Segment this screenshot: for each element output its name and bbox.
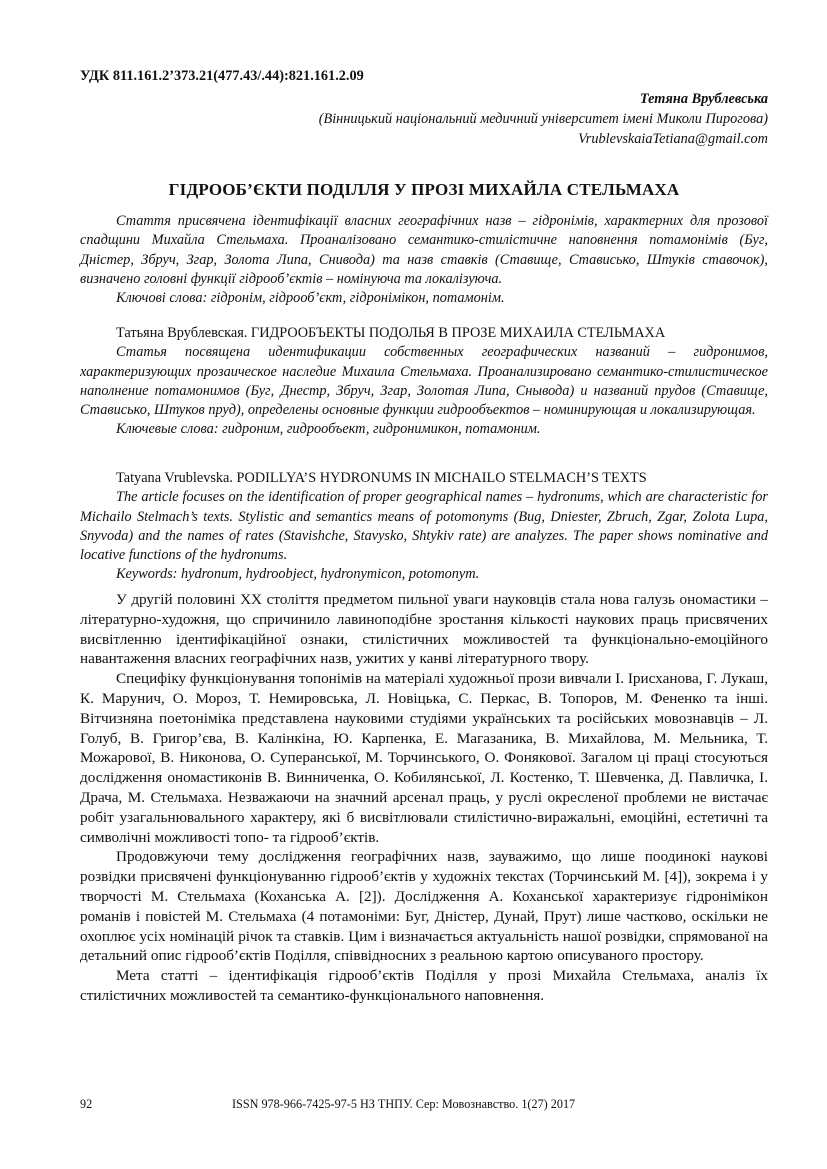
journal-issn: ISSN 978-966-7425-97-5 НЗ ТНПУ. Сер: Мовознавство. 1(27) 2017 <box>232 1097 576 1111</box>
article-body <box>80 590 768 1006</box>
udc-code: УДК 811.161.2’373.21(477.43/.44):821.161.2.09 <box>80 68 364 84</box>
author-email: VrublevskaiaTetiana@gmail.com <box>578 131 768 147</box>
abstract-uk-text: Стаття присвячена ідентифікації власних географічних назв – гідронімів, характерних для прозової спадщини Михайла Стельмаха. Проаналізовано семантико-стилістичне наповнення потамонімів (Буг, Дністер, Збруч, Згар, Золота Липа, Снивода) та назв ставків (Ставище, Стависько, Штуків ставочок), визначено головні функції гідрооб’єктів – номінуюча та локалізуюча. <box>80 213 768 287</box>
author-name: Тетяна Врублевська <box>639 91 768 107</box>
body-paragraph: Продовжуючи тему дослідження географічних назв, зауважимо, що лише поодинокі наукові розвідки присвячені функціонуванню гідрооб’єктів у художніх текстах (Торчинський М. [4]), зокрема і у творчості М. Стельмаха (Коханська А. [2]). Дослідження А. Коханської характеризує гідронімікон романів і повістей М. Стельмаха (4 потамоніми: Буг, Дністер, Дунай, Прут) лише частково, оскільки не охоплює усіх номінацій річок та ставків. Цим і визначається актуальність нашої розвідки, спрямованої на детальний опис гідрооб’єктів Поділля, співвідносних з реальною картою описуваного простору. <box>80 848 768 965</box>
author-block <box>319 89 768 149</box>
body-paragraph: Специфіку функціонування топонімів на матеріалі художньої прози вивчали І. Ірисханова, Г. Лукаш, К. Марунич, О. Мороз, Т. Немировська, Л. Новіцька, С. Перкас, В. Топоров, М. Фененко та інші. Вітчизняна поетоніміка представлена науковими студіями українських та російських мовознавців – Л. Голуб, В. Григор’єва, В. Калінкіна, Ю. Карпенка, Е. Магазаника, В. Михайлова, М. Мельника, Т. Можарової, В. Никонова, О. Суперанської, М. Торчинського, О. Фонякової. Загалом ці праці стосуються дослідження ономастиконів В. Винниченка, О. Кобилянської, Л. Костенко, Т. Шевченка, Д. Павличка, І. Драча, М. Стельмаха. Незважаючи на значний арсенал праць, у руслі окресленої проблеми не вистачає робіт узагальнювального характеру, які б висвітлювали стилістично-виражальні, емоційні, естетичні та символічні можливості топо- та гідрооб’єктів. <box>80 670 768 846</box>
article-title: ГІДРООБ’ЄКТИ ПОДІЛЛЯ У ПРОЗІ МИХАЙЛА СТЕЛЬМАХА <box>168 180 680 199</box>
author-affiliation: (Вінницький національний медичний університет імені Миколи Пирогова) <box>318 111 768 127</box>
page-number: 92 <box>80 1097 93 1111</box>
abstract-en-heading: Tatyana Vrublevska. PODILLYA’S HYDRONUMS IN MICHAILO STELMACH’S TEXTS <box>116 470 647 486</box>
abstract-ru-heading: Татьяна Врублевская. ГИДРООБЪЕКТЫ ПОДОЛЬЯ В ПРОЗЕ МИХАИЛА СТЕЛЬМАХА <box>116 325 666 341</box>
abstract-uk-keywords: Ключові слова: гідронім, гідрооб’єкт, гідронімікон, потамонім. <box>116 290 505 307</box>
abstract-ru-text: Статья посвящена идентификации собственных географических названий – гидронимов, характеризующих прозаическое наследие Михаила Стельмаха. Проанализировано семантико-стилистическое наполнение потамонимов (Буг, Днестр, Збруч, Згар, Золотая Липа, Снывода) и названий прудов (Ставище, Стависько, Штуков пруд), определены основные функции гидрообъектов – номинирующая и локализирующая. <box>80 344 768 419</box>
abstract-english <box>80 469 768 585</box>
abstract-en-keywords: Keywords: hydronum, hydroobject, hydronymicon, potomonym. <box>116 566 480 583</box>
body-paragraph: Мета статті – ідентифікація гідрооб’єктів Поділля у прозі Михайла Стельмаха, аналіз їх стилістичних можливостей та семантико-функціонального наповнення. <box>80 967 768 1004</box>
body-paragraph: У другій половині ХХ століття предметом пильної уваги науковців стала нова галузь ономастики – літературно-художня, що спричинило лавиноподібне зростання кількості наукових праць присвячених висвітленню ідентифікаційної ознаки, стилістичних можливостей та функціонально-емоційного навантаження власних географічних назв, ужитих у канві літературного твору. <box>80 591 768 668</box>
abstract-russian <box>80 324 768 440</box>
abstract-en-text: The article focuses on the identification of proper geographical names – hydronums, which are characteristic for Michailo Stelmach’s texts. Stylistic and semantics means of potomonyms (Bug, Dniester, Zbruch, Zgar, Zolota Lupa, Snyvoda) and the names of rates (Stavishche, Stavysko, Shtykiv rate) are analyzes. The paper shows nominative and locative functions of the hydronums. <box>80 489 768 564</box>
abstract-ru-keywords: Ключевые слова: гидроним, гидрообъект, гидронимикон, потамоним. <box>116 421 541 438</box>
abstract-ukrainian <box>80 212 768 308</box>
